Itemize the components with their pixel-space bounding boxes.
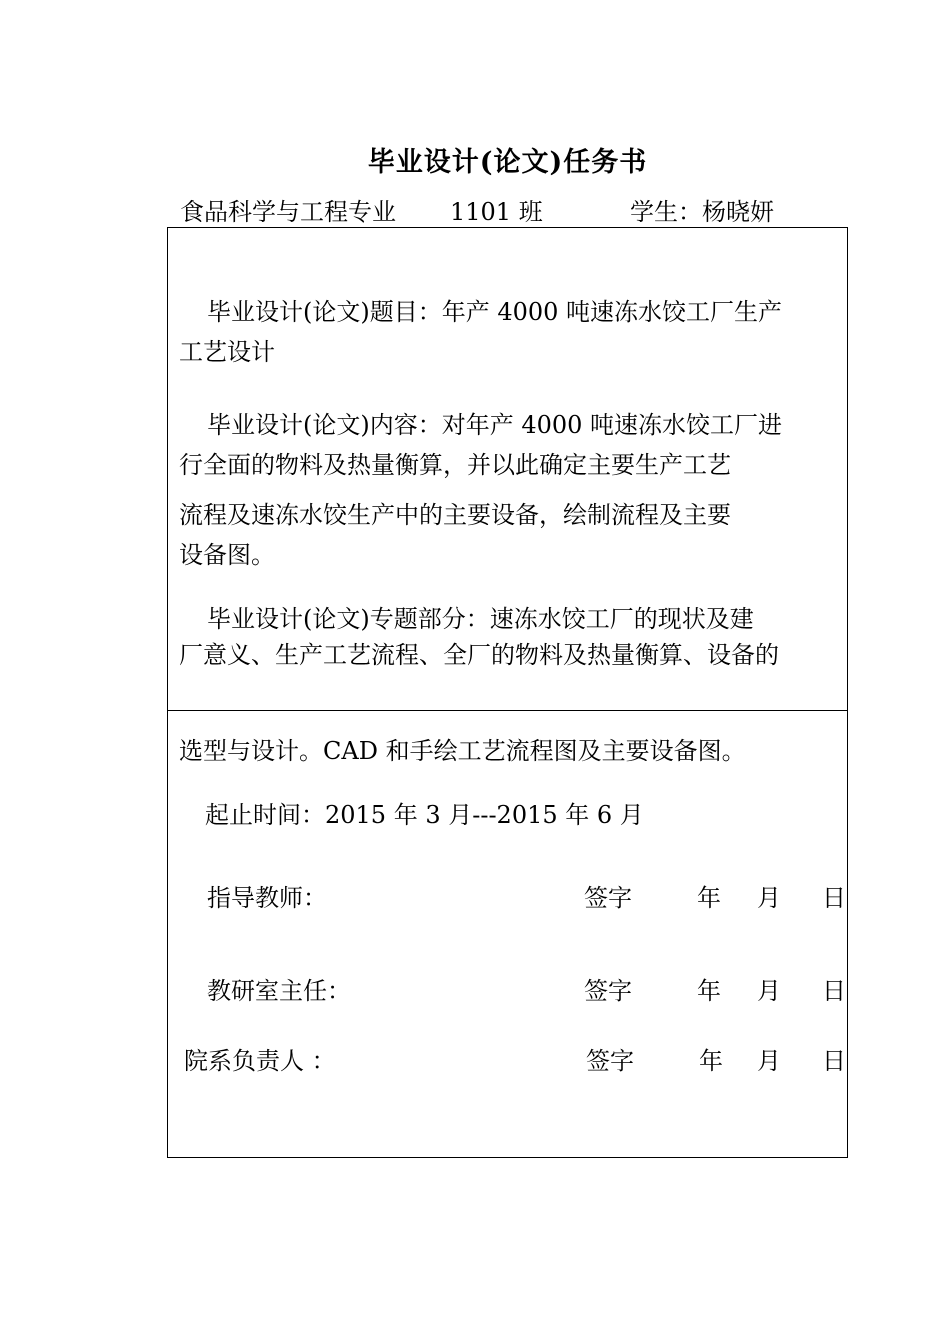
task-box-bottom xyxy=(167,710,848,1158)
signature-label: 签字 xyxy=(584,884,632,912)
major-label: 食品科学与工程专业 xyxy=(180,198,396,226)
signature-day: 日 xyxy=(822,884,846,912)
signature-day: 日 xyxy=(822,977,846,1005)
topic-line-2: 工艺设计 xyxy=(179,338,275,366)
topic-line-1: 毕业设计(论文)题目：年产 4000 吨速冻水饺工厂生产 xyxy=(207,298,783,326)
content-line-2: 行全面的物料及热量衡算，并以此确定主要生产工艺 xyxy=(179,451,731,479)
period-line: 起止时间：2015 年 3 月---2015 年 6 月 xyxy=(205,801,644,829)
content-line-3: 流程及速冻水饺生产中的主要设备，绘制流程及主要 xyxy=(179,501,731,529)
signature-year: 年 xyxy=(697,884,721,912)
special-line-2: 厂意义、生产工艺流程、全厂的物料及热量衡算、设备的 xyxy=(179,641,779,669)
signature-role: 指导教师： xyxy=(207,884,327,912)
signature-month: 月 xyxy=(757,1047,781,1075)
document-title: 毕业设计(论文)任务书 xyxy=(367,147,648,178)
signature-role: 教研室主任： xyxy=(207,977,351,1005)
special-line-1: 毕业设计(论文)专题部分：速冻水饺工厂的现状及建 xyxy=(207,605,754,633)
student-info xyxy=(0,192,950,224)
signature-month: 月 xyxy=(757,884,781,912)
signature-day: 日 xyxy=(822,1047,846,1075)
signature-year: 年 xyxy=(699,1047,723,1075)
content-line-1: 毕业设计(论文)内容：对年产 4000 吨速冻水饺工厂进 xyxy=(207,411,783,439)
signature-label: 签字 xyxy=(584,977,632,1005)
signature-label: 签字 xyxy=(586,1047,634,1075)
content-line-4: 设备图。 xyxy=(179,541,275,569)
student-name: 学生：杨晓妍 xyxy=(630,198,774,226)
signature-year: 年 xyxy=(697,977,721,1005)
class-label: 1101 班 xyxy=(450,198,543,226)
signature-role: 院系负责人 ： xyxy=(184,1047,336,1075)
special-line-3: 选型与设计。CAD 和手绘工艺流程图及主要设备图。 xyxy=(179,737,746,765)
signature-month: 月 xyxy=(757,977,781,1005)
